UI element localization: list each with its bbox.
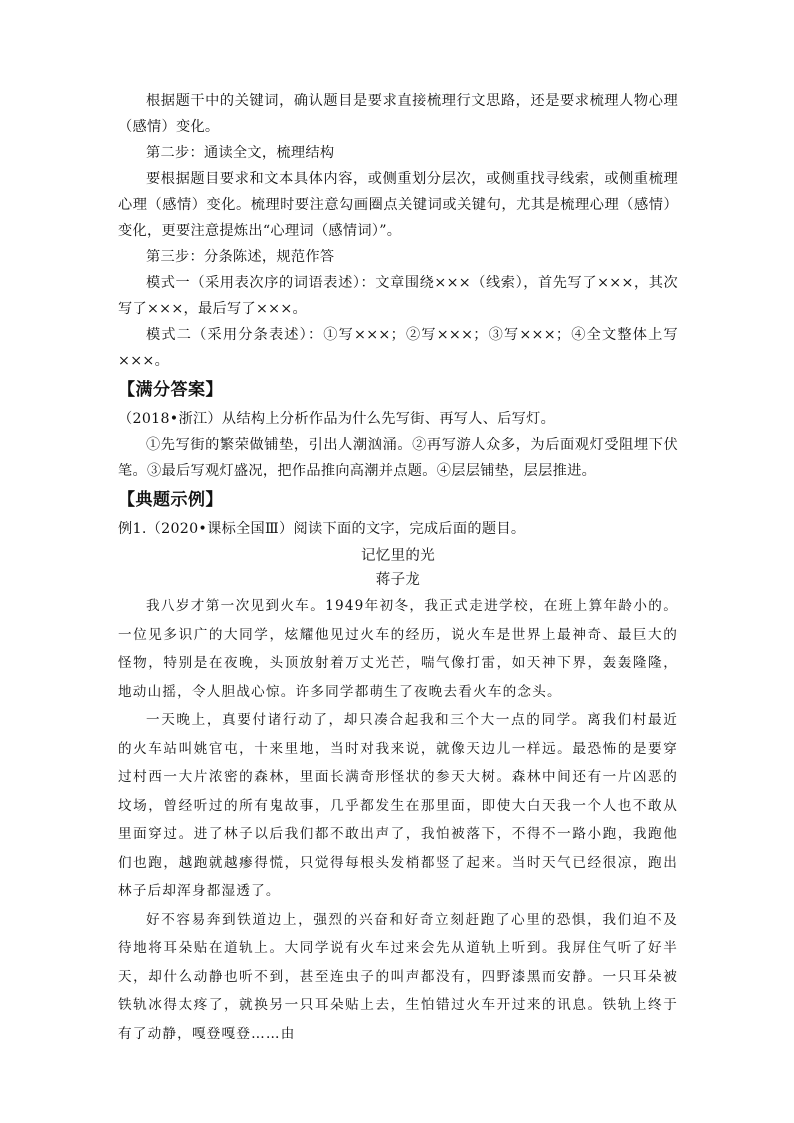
paragraph: 根据题干中的关键词，确认题目是要求直接梳理行文思路，还是要求梳理人物心理（感情）变化。	[118, 93, 678, 135]
example-intro: 例1.（2020•课标全国Ⅲ）阅读下面的文字，完成后面的题目。	[118, 521, 526, 537]
answer-text: ①先写街的繁荣做铺垫，引出人潮汹涌。②再写游人众多，为后面观灯受阻埋下伏笔。③最后写观灯盛况，把作品推向高潮并点题。④层层铺垫，层层推进。	[118, 437, 678, 479]
document-page	[118, 88, 678, 1048]
paragraph: 要根据题目要求和文本具体内容，或侧重划分层次，或侧重找寻线索，或侧重梳理心理（感情）变化。梳理时要注意勾画圈点关键词或关键句，尤其是梳理心理（感情）变化，更要注意提炼出“心理词（感情词）”。	[118, 171, 678, 239]
paragraph: 模式一（采用表次序的词语表述）：文章围绕×××（线索），首先写了×××，其次写了×××，最后写了×××。	[118, 275, 678, 317]
article-paragraph: 我八岁才第一次见到火车。1949年初冬，我正式走进学校，在班上算年龄小的。一位见多识广的大同学，炫耀他见过火车的经历，说火车是世界上最神奇、最巨大的怪物，特别是在夜晚，头顶放射着万丈光芒，喘气像打雷，如天神下界，轰轰隆隆，地动山摇，令人胆战心惊。许多同学都萌生了夜晚去看火车的念头。	[118, 598, 678, 700]
answer-question: （2018•浙江）从结构上分析作品为什么先写街、再写人、后写灯。	[118, 411, 556, 427]
step-heading: 第三步：分条陈述，规范作答	[146, 249, 335, 265]
article-paragraph: 好不容易奔到铁道边上，强烈的兴奋和好奇立刻赶跑了心里的恐惧，我们迫不及待地将耳朵贴在道轨上。大同学说有火车过来会先从道轨上听到。我屏住气听了好半天，却什么动静也听不到，甚至连虫子的叫声都没有，四野漆黑而安静。一只耳朵被铁轨冰得太疼了，就换另一只耳朵贴上去，生怕错过火车开过来的讯息。铁轨上终于有了动静，嘎登嘎登……由	[118, 911, 678, 1042]
article-paragraph: 一天晚上，真要付诸行动了，却只凑合起我和三个大一点的同学。离我们村最近的火车站叫姚官屯，十来里地，当时对我来说，就像天边儿一样远。最恐怖的是要穿过村西一大片浓密的森林，里面长满奇形怪状的参天大树。森林中间还有一片凶恶的坟场，曾经听过的所有鬼故事，几乎都发生在那里面，即使大白天我一个人也不敢从里面穿过。进了林子以后我们都不敢出声了，我怕被落下，不得不一路小跑，我跑他们也跑，越跑就越瘆得慌，只觉得每根头发梢都竖了起来。当时天气已经很凉，跑出林子后却浑身都湿透了。	[118, 712, 678, 899]
article-author: 蒋子龙	[375, 572, 421, 588]
section-heading-example: 【典题示例】	[118, 490, 223, 510]
paragraph: 模式二（采用分条表述）：①写×××；②写×××；③写×××；④全文整体上写×××。	[118, 327, 678, 369]
article-title: 记忆里的光	[361, 548, 435, 564]
section-heading-full-answer: 【满分答案】	[118, 380, 223, 400]
step-heading: 第二步：通读全文，梳理结构	[146, 145, 335, 161]
